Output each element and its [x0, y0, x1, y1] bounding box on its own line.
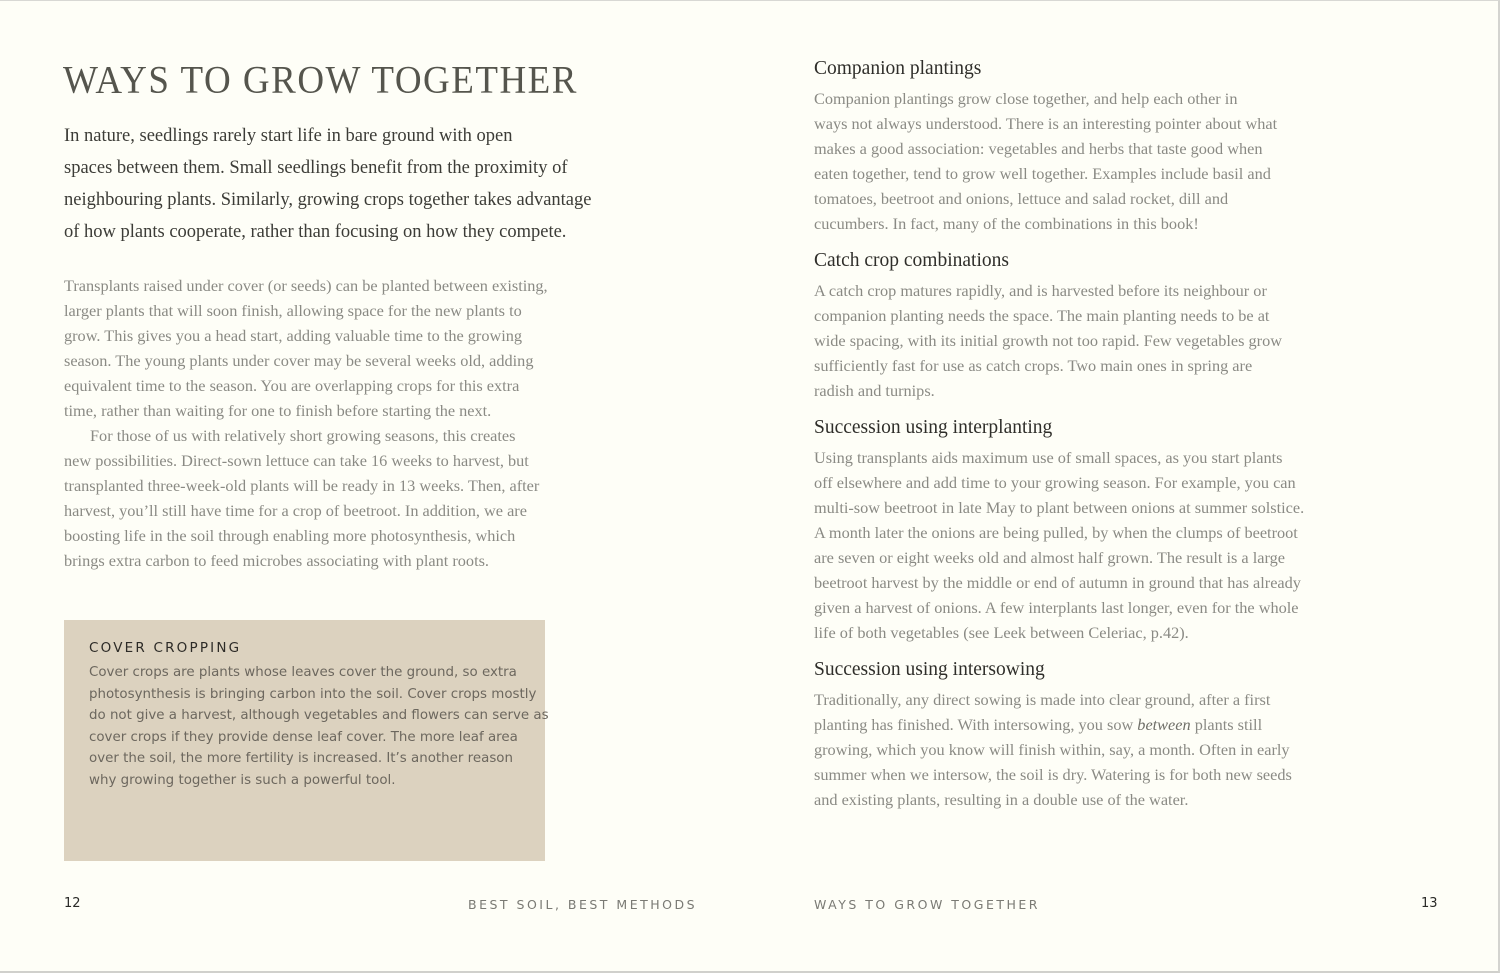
body-line: season. The young plants under cover may be several weeks old, adding — [64, 351, 534, 370]
page-number-right: 13 — [1421, 896, 1438, 911]
body-line: Transplants raised under cover (or seeds) can be planted between existing, — [64, 276, 548, 295]
intro-line: neighbouring plants. Similarly, growing crops together takes advantage — [64, 190, 592, 210]
line-head: planting has finished. With intersowing, you sow — [814, 715, 1138, 734]
sidebar-line: why growing together is such a powerful tool. — [89, 772, 396, 788]
body-line: time, rather than waiting for one to finish before starting the next. — [64, 401, 492, 420]
body-line: larger plants that will soon finish, allowing space for the new plants to — [64, 301, 522, 320]
chapter-title: WAYS TO GROW TOGETHER — [63, 58, 578, 103]
sidebar-line: Cover crops are plants whose leaves cover the ground, so extra — [89, 665, 517, 680]
sidebar-line: cover crops if they provide dense leaf cover. The more leaf area — [89, 729, 518, 745]
running-head-left: BEST SOIL, BEST METHODS — [468, 897, 698, 912]
body-line: equivalent time to the season. You are overlapping crops for this extra — [64, 376, 520, 395]
section-body — [814, 687, 1384, 812]
body-line: boosting life in the soil through enabling more photosynthesis, which — [64, 526, 516, 545]
body-line: transplanted three-week-old plants will be ready in 13 weeks. Then, after — [64, 476, 540, 495]
section-line: off elsewhere and add time to your growing season. For example, you can — [814, 473, 1296, 492]
section-intersowing — [814, 657, 1384, 812]
section-line: and existing plants, resulting in a double use of the water. — [814, 790, 1189, 809]
intro-line: In nature, seedlings rarely start life in bare ground with open — [64, 126, 513, 146]
intro-line: of how plants cooperate, rather than focusing on how they compete. — [64, 222, 567, 242]
section-heading: Catch crop combinations — [814, 250, 1009, 271]
section-line: beetroot harvest by the middle or end of autumn in ground that has already — [814, 573, 1301, 592]
section-companion-plantings — [814, 56, 1384, 236]
section-line: radish and turnips. — [814, 381, 935, 400]
sidebar-line: do not give a harvest, although vegetables and flowers can serve as — [89, 708, 549, 723]
section-line: Using transplants aids maximum use of small spaces, as you start plants — [814, 448, 1283, 467]
body-line: harvest, you’ll still have time for a crop of beetroot. In addition, we are — [64, 501, 527, 520]
section-line: life of both vegetables (see Leek between Celeriac, p.42). — [814, 623, 1189, 642]
sidebar-title: COVER CROPPING — [89, 640, 242, 656]
section-line: growing, which you know will finish within, say, a month. Often in early — [814, 740, 1290, 759]
section-line: are seven or eight weeks old and almost half grown. The result is a large — [814, 548, 1285, 567]
section-line: summer when we intersow, the soil is dry. Watering is for both new seeds — [814, 765, 1292, 784]
section-line: cucumbers. In fact, many of the combinations in this book! — [814, 214, 1199, 233]
body-line: grow. This gives you a head start, adding valuable time to the growing — [64, 326, 523, 345]
section-heading: Succession using interplanting — [814, 417, 1053, 438]
section-interplanting — [814, 415, 1384, 645]
section-line: A catch crop matures rapidly, and is harvested before its neighbour or — [814, 281, 1267, 300]
section-heading: Succession using intersowing — [814, 659, 1045, 680]
intro-line: spaces between them. Small seedlings benefit from the proximity of — [64, 158, 568, 178]
section-line: A month later the onions are being pulled, by when the clumps of beetroot — [814, 523, 1298, 542]
running-head-right: WAYS TO GROW TOGETHER — [814, 897, 1040, 912]
intro-paragraph — [64, 120, 634, 248]
line-tail: plants still — [1190, 715, 1263, 734]
page-number-left: 12 — [64, 896, 81, 911]
cover-cropping-sidebar — [64, 620, 549, 861]
body-line: new possibilities. Direct-sown lettuce can take 16 weeks to harvest, but — [64, 451, 529, 470]
section-body — [814, 278, 1384, 403]
section-line: companion planting needs the space. The main planting needs to be at — [814, 306, 1270, 325]
section-line: eaten together, tend to grow well together. Examples include basil and — [814, 164, 1271, 183]
body-text — [64, 273, 624, 573]
section-line: makes a good association: vegetables and herbs that taste good when — [814, 139, 1263, 158]
body-line: For those of us with relatively short growing seasons, this creates — [90, 426, 516, 445]
section-line: multi-sow beetroot in late May to plant between onions at summer solstice. — [814, 498, 1305, 517]
section-line: Traditionally, any direct sowing is made into clear ground, after a first — [814, 690, 1271, 709]
section-catch-crop — [814, 248, 1384, 403]
sidebar-line: photosynthesis is bringing carbon into the soil. Cover crops mostly — [89, 686, 537, 702]
section-body — [814, 445, 1384, 645]
section-heading: Companion plantings — [814, 58, 982, 79]
section-line: wide spacing, with its initial growth not too rapid. Few vegetables grow — [814, 331, 1283, 350]
section-line: sufficiently fast for use as catch crops. Two main ones in spring are — [814, 356, 1253, 375]
section-line: ways not always understood. There is an interesting pointer about what — [814, 114, 1278, 133]
section-line-with-italic — [814, 712, 1384, 737]
section-line: tomatoes, beetroot and onions, lettuce and salad rocket, dill and — [814, 189, 1229, 208]
italic-word: between — [1137, 715, 1191, 734]
body-line: brings extra carbon to feed microbes associating with plant roots. — [64, 551, 490, 570]
section-body — [814, 86, 1384, 236]
sidebar-line: over the soil, the more fertility is increased. It’s another reason — [89, 751, 513, 766]
section-line: given a harvest of onions. A few interplants last longer, even for the whole — [814, 598, 1299, 617]
right-column — [814, 56, 1384, 824]
section-line: Companion plantings grow close together, and help each other in — [814, 89, 1238, 108]
sidebar-body — [89, 662, 549, 791]
